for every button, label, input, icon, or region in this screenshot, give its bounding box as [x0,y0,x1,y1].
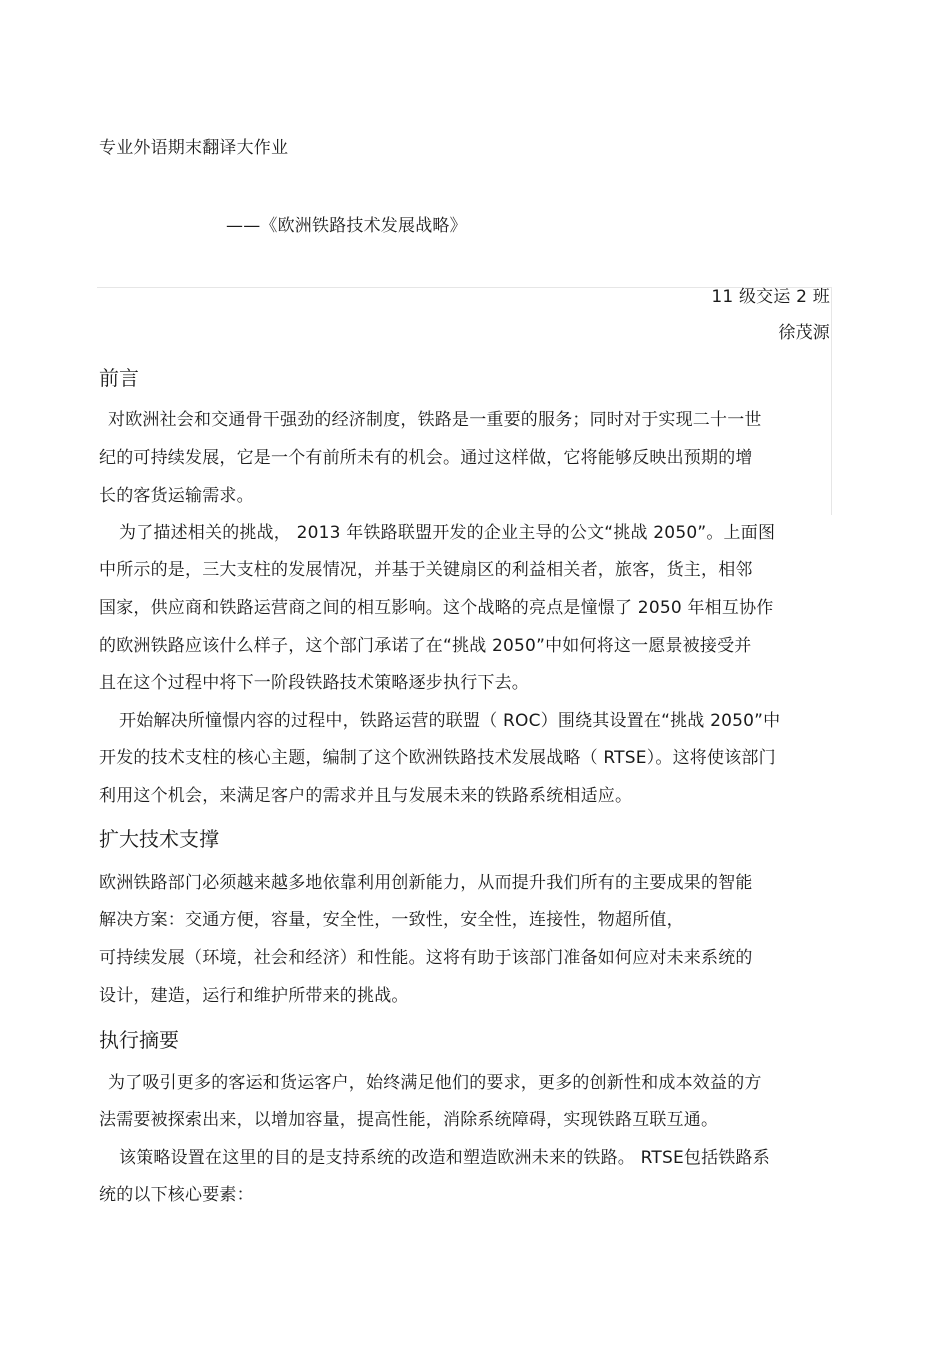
tech-support-line: 解决方案：交通方便，容量，安全性，一致性，安全性，连接性，物超所值， [99,910,684,930]
preface-line: 利用这个机会，来满足客户的需求并且与发展未来的铁路系统相适应。 [99,786,633,806]
preface-line: 为了描述相关的挑战， 2013 年铁路联盟开发的企业主导的公文“挑战 2050”。上面图 [119,523,776,543]
preface-line: 且在这个过程中将下一阶段铁路技术策略逐步执行下去。 [99,673,529,693]
tech-support-line: 欧洲铁路部门必须越来越多地依靠利用创新能力，从而提升我们所有的主要成果的智能 [99,873,753,893]
summary-line: 法需要被探索出来，以增加容量，提高性能，消除系统障碍，实现铁路互联互通。 [99,1110,719,1130]
preface-line: 的欧洲铁路应该什么样子，这个部门承诺了在“挑战 2050”中如何将这一愿景被接受并 [99,636,752,656]
author-name: 徐茂源 [778,323,830,343]
preface-line: 开发的技术支柱的核心主题，编制了这个欧洲铁路技术发展战略（ RTSE）。这将使该部门 [99,748,776,768]
tech-support-line: 可持续发展（环境，社会和经济）和性能。这将有助于该部门准备如何应对未来系统的 [99,948,753,968]
preface-line: 长的客货运输需求。 [99,486,254,506]
preface-line: 开始解决所憧憬内容的过程中，铁路运营的联盟（ ROC）围绕其设置在“挑战 2050”中 [119,711,781,731]
preface-line: 纪的可持续发展，它是一个有前所未有的机会。通过这样做，它将能够反映出预期的增 [99,448,753,468]
section-heading-summary: 执行摘要 [99,1028,179,1052]
document-subtitle: ——《欧洲铁路技术发展战略》 [226,216,467,236]
summary-line: 统的以下核心要素： [99,1185,254,1205]
summary-line: 该策略设置在这里的目的是支持系统的改造和塑造欧洲未来的铁路。 RTSE包括铁路系 [119,1148,770,1168]
author-class: 11 级交运 2 班 [711,287,830,307]
margin-rule [831,287,832,515]
preface-line: 国家，供应商和铁路运营商之间的相互影响。这个战略的亮点是憧憬了 2050 年相互协作 [99,598,774,618]
tech-support-line: 设计，建造，运行和维护所带来的挑战。 [99,986,409,1006]
section-heading-tech-support: 扩大技术支撑 [99,827,219,851]
section-heading-preface: 前言 [99,366,139,390]
preface-line: 中所示的是，三大支柱的发展情况，并基于关键扇区的利益相关者，旅客，货主，相邻 [99,560,753,580]
preface-line: 对欧洲社会和交通骨干强劲的经济制度，铁路是一重要的服务；同时对于实现二十一世 [108,410,762,430]
document-title: 专业外语期末翻译大作业 [99,138,289,158]
summary-line: 为了吸引更多的客运和货运客户，始终满足他们的要求，更多的创新性和成本效益的方 [108,1073,762,1093]
